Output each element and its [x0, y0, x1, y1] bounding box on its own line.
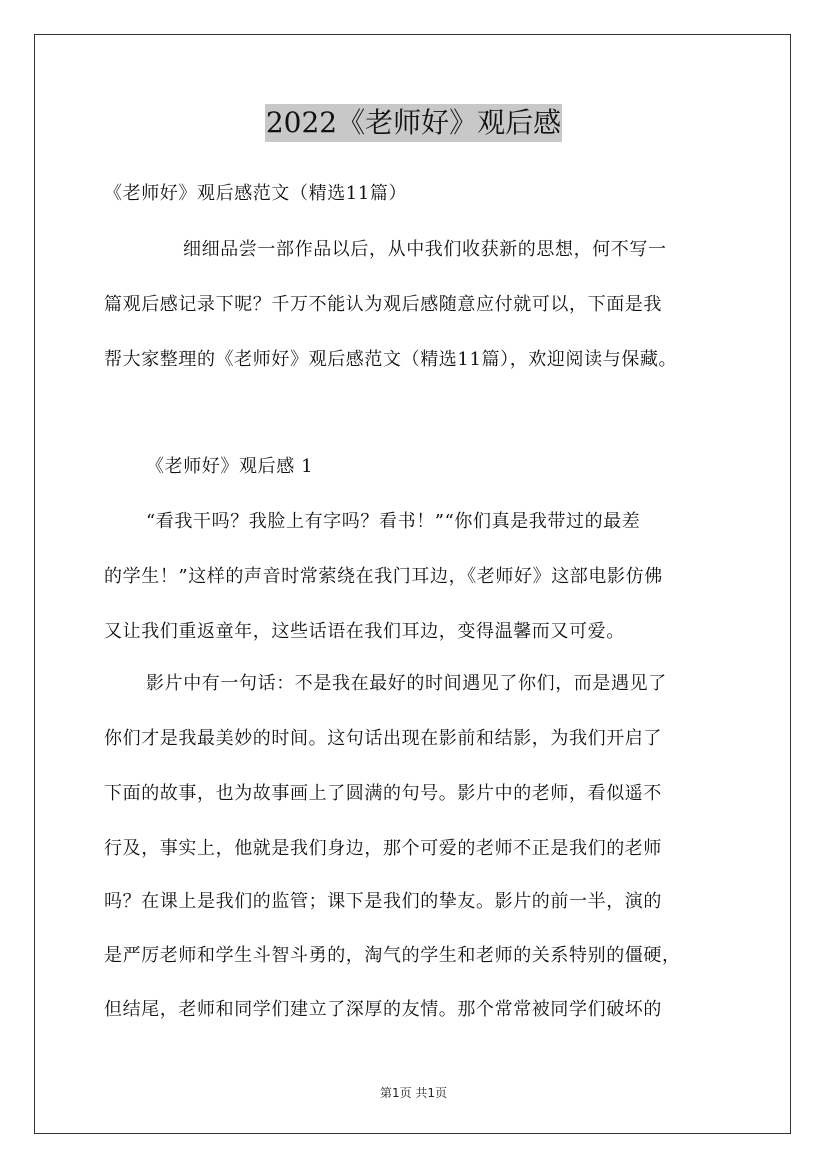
- paragraph-line: 是严厉老师和学生斗智斗勇的，淘气的学生和老师的关系特别的僵硬，: [104, 945, 681, 966]
- document-title: 2022《老师好》观后感: [265, 104, 562, 142]
- intro-line: 帮大家整理的《老师好》观后感范文（精选11篇），欢迎阅读与保藏。: [104, 349, 678, 370]
- paragraph-line: 你们才是我最美妙的时间。这句话出现在影前和结影，为我们开启了: [104, 728, 662, 749]
- intro-line: 细细品尝一部作品以后，从中我们收获新的思想，何不写一: [183, 239, 667, 260]
- page-footer: 第1页 共1页: [379, 1086, 448, 1100]
- document-subtitle: 《老师好》观后感范文（精选11篇）: [104, 183, 408, 204]
- paragraph-line: 的学生！”这样的声音时常萦绕在我门耳边，《老师好》这部电影仿佛: [104, 566, 663, 587]
- paragraph-line: 下面的故事，也为故事画上了圆满的句号。影片中的老师，看似遥不: [104, 783, 662, 804]
- paragraph-line: 又让我们重返童年，这些话语在我们耳边，变得温馨而又可爱。: [104, 621, 625, 642]
- paragraph-line: 吗？在课上是我们的监管；课下是我们的挚友。影片的前一半，演的: [104, 891, 662, 912]
- paragraph-line: 但结尾，老师和同学们建立了深厚的友情。那个常常被同学们破坏的: [104, 999, 662, 1020]
- document-title-wrap: [0, 104, 827, 142]
- paragraph-line: 影片中有一句话：不是我在最好的时间遇见了你们，而是遇见了: [146, 673, 667, 694]
- intro-line: 篇观后感记录下呢？千万不能认为观后感随意应付就可以，下面是我: [104, 294, 662, 315]
- paragraph-line: “看我干吗？我脸上有字吗？看书！”“你们真是我带过的最差: [146, 511, 641, 532]
- section-heading: 《老师好》观后感 1: [146, 456, 314, 477]
- paragraph-line: 行及，事实上，他就是我们身边，那个可爱的老师不正是我们的老师: [104, 838, 662, 859]
